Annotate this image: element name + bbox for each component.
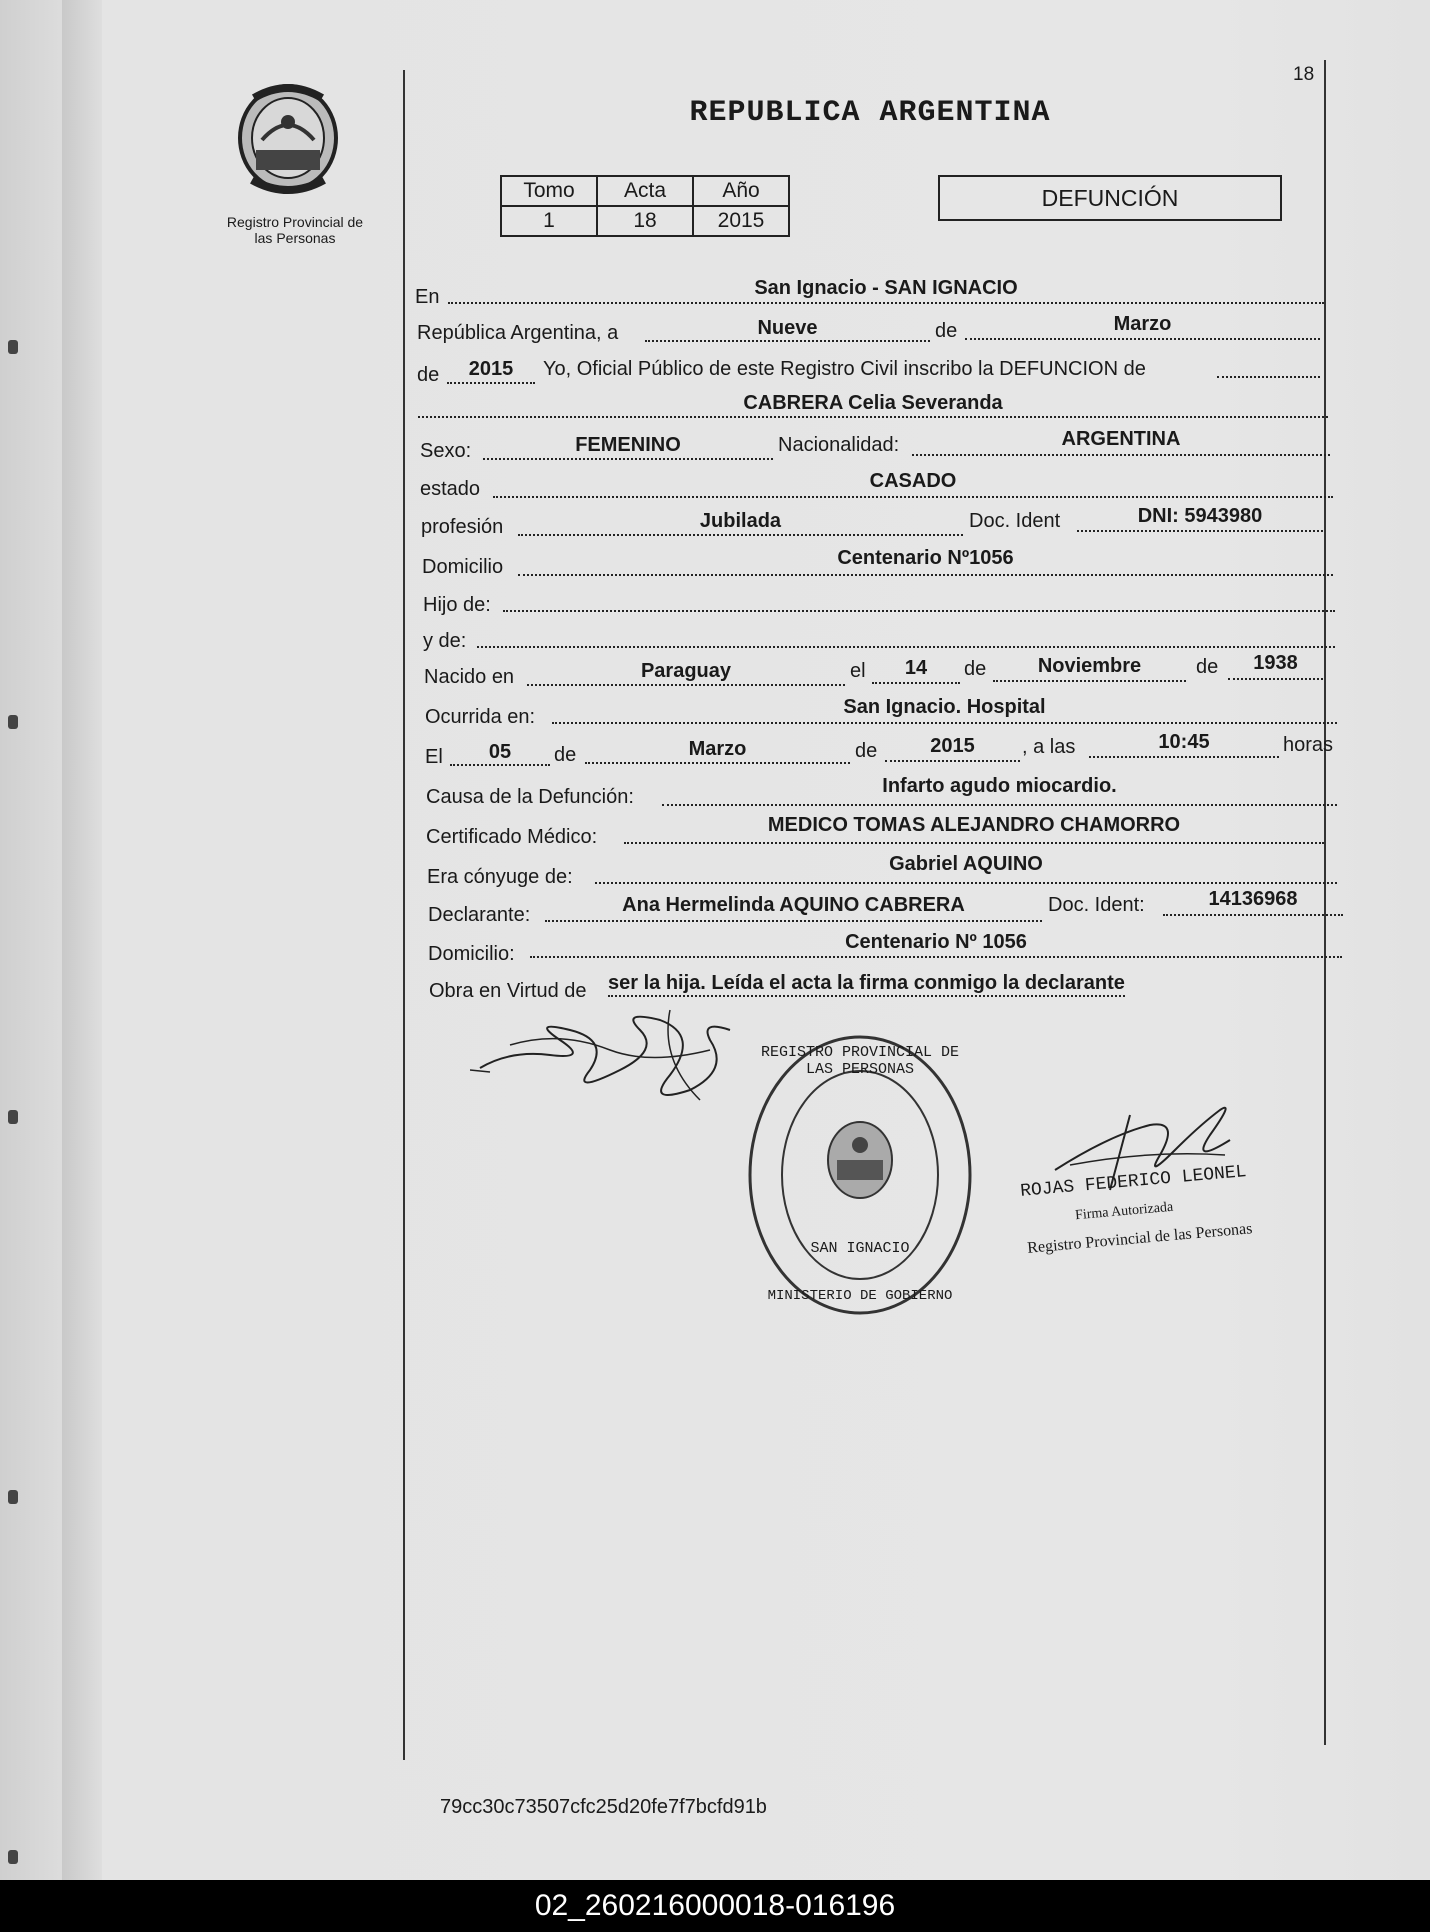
stamp-ring-top-text: REGISTRO PROVINCIAL DE LAS PERSONAS [760, 1044, 960, 1078]
domicilio-label: Domicilio [422, 556, 504, 578]
el2-label: El [425, 746, 443, 768]
official-role: Firma Autorizada [1074, 1199, 1174, 1224]
de-label-6: de [855, 740, 878, 762]
domicilio2-label: Domicilio: [428, 943, 515, 965]
registry-caption [205, 214, 385, 246]
sexo-label: Sexo: [420, 440, 472, 462]
misiones-coat-of-arms-logo [232, 80, 344, 200]
ocurrida-value: San Ignacio. Hospital [843, 696, 1046, 718]
nacido-label: Nacido en [424, 666, 515, 688]
nacido-value: Paraguay [640, 660, 732, 682]
doc-value: DNI: 5943980 [1137, 505, 1263, 527]
estado-label: estado [420, 478, 481, 500]
nacionalidad-label: Nacionalidad: [778, 434, 900, 456]
profesion-label: profesión [421, 516, 504, 538]
de-label-3: de [964, 658, 987, 680]
nac-mes-value: Noviembre [1037, 655, 1142, 677]
nac-dia-value: 14 [904, 657, 928, 679]
def-mes-value: Marzo [688, 738, 747, 760]
de-label-4: de [1196, 656, 1219, 678]
binding-hole [8, 1490, 18, 1504]
def-anio-value: 2015 [930, 735, 975, 757]
declarante-value: Ana Hermelinda AQUINO CABRERA [622, 894, 965, 916]
table-header-acta: Acta [597, 176, 693, 206]
binding-hole [8, 1110, 18, 1124]
yde-label: y de: [423, 630, 467, 652]
declarante-label: Declarante: [428, 904, 531, 926]
causa-label: Causa de la Defunción: [426, 786, 634, 808]
hora-value: 10:45 [1158, 731, 1210, 753]
republica-label: República Argentina, a [417, 322, 619, 344]
footer-id: 02_260216000018-016196 [534, 1889, 896, 1922]
sexo-value: FEMENINO [575, 434, 681, 456]
binding-hole [8, 1850, 18, 1864]
hijo-label: Hijo de: [423, 594, 491, 616]
doc2-value: 14136968 [1208, 888, 1298, 910]
alas-label: , a las [1022, 736, 1076, 758]
doc2-label: Doc. Ident: [1048, 894, 1145, 916]
domicilio-value: Centenario Nº1056 [837, 547, 1014, 569]
footer-id-bar [0, 1880, 1430, 1932]
nacionalidad-value: ARGENTINA [1061, 428, 1181, 450]
certificado-label: Certificado Médico: [426, 826, 598, 848]
anio-value: 2015 [468, 358, 514, 380]
domicilio2-value: Centenario Nº 1056 [845, 931, 1027, 953]
certificado-value: MEDICO TOMAS ALEJANDRO CHAMORRO [767, 814, 1181, 836]
en-label: En [415, 286, 440, 308]
record-table [500, 175, 790, 237]
estado-value: CASADO [869, 470, 957, 492]
left-margin-line [403, 70, 405, 1760]
stamp-center-text: SAN IGNACIO [810, 1240, 910, 1257]
obra-value: ser la hija. Leída el acta la firma conmigo la declarante [608, 972, 1125, 997]
inscribo-line [1217, 354, 1320, 378]
obra-label: Obra en Virtud de [429, 980, 587, 1002]
table-cell-anio: 2015 [693, 206, 789, 236]
declarant-signature [470, 1000, 790, 1110]
yde-line [477, 624, 1335, 648]
registry-caption-line2: las Personas [254, 230, 336, 246]
nombre-value: CABRERA Celia Severanda [743, 392, 1003, 414]
page-number: 18 [1293, 64, 1315, 85]
table-cell-acta: 18 [597, 206, 693, 236]
document-title: REPUBLICA ARGENTINA [689, 96, 1051, 130]
horas-label: horas [1283, 734, 1334, 756]
causa-value: Infarto agudo miocardio. [882, 775, 1117, 797]
hijo-line [503, 588, 1335, 612]
de-label-5: de [554, 744, 577, 766]
binding-hole [8, 715, 18, 729]
official-office: Registro Provincial de las Personas [1026, 1220, 1254, 1257]
ocurrida-label: Ocurrida en: [425, 706, 536, 728]
mes-value: Marzo [1113, 313, 1172, 335]
inscribo-text: Yo, Oficial Público de este Registro Civil inscribo la DEFUNCION de [543, 358, 1146, 380]
official-name: ROJAS FEDERICO LEONEL [1019, 1162, 1248, 1202]
registry-caption-line1: Registro Provincial de [226, 214, 364, 230]
el-label: el [850, 660, 866, 682]
en-value: San Ignacio - SAN IGNACIO [754, 277, 1018, 299]
profesion-value: Jubilada [699, 510, 782, 532]
stamp-ring-bottom-text: MINISTERIO DE GOBIERNO [767, 1288, 953, 1304]
doc-label: Doc. Ident [969, 510, 1061, 532]
def-dia-value: 05 [488, 741, 512, 763]
official-stamp [745, 1030, 975, 1320]
binding-hole [8, 340, 18, 354]
de-label-2: de [417, 364, 440, 386]
record-type-box: DEFUNCIÓN [938, 175, 1282, 221]
document-hash: 79cc30c73507cfc25d20fe7f7bcfd91b [440, 1796, 767, 1818]
binding-shadow [62, 0, 102, 1880]
conyuge-value: Gabriel AQUINO [889, 853, 1043, 875]
dia-value: Nueve [757, 317, 818, 339]
conyuge-label: Era cónyuge de: [427, 866, 573, 888]
table-header-anio: Año [693, 176, 789, 206]
nac-anio-value: 1938 [1253, 652, 1298, 674]
table-header-tomo: Tomo [501, 176, 597, 206]
de-label: de [935, 320, 958, 342]
table-cell-tomo: 1 [501, 206, 597, 236]
